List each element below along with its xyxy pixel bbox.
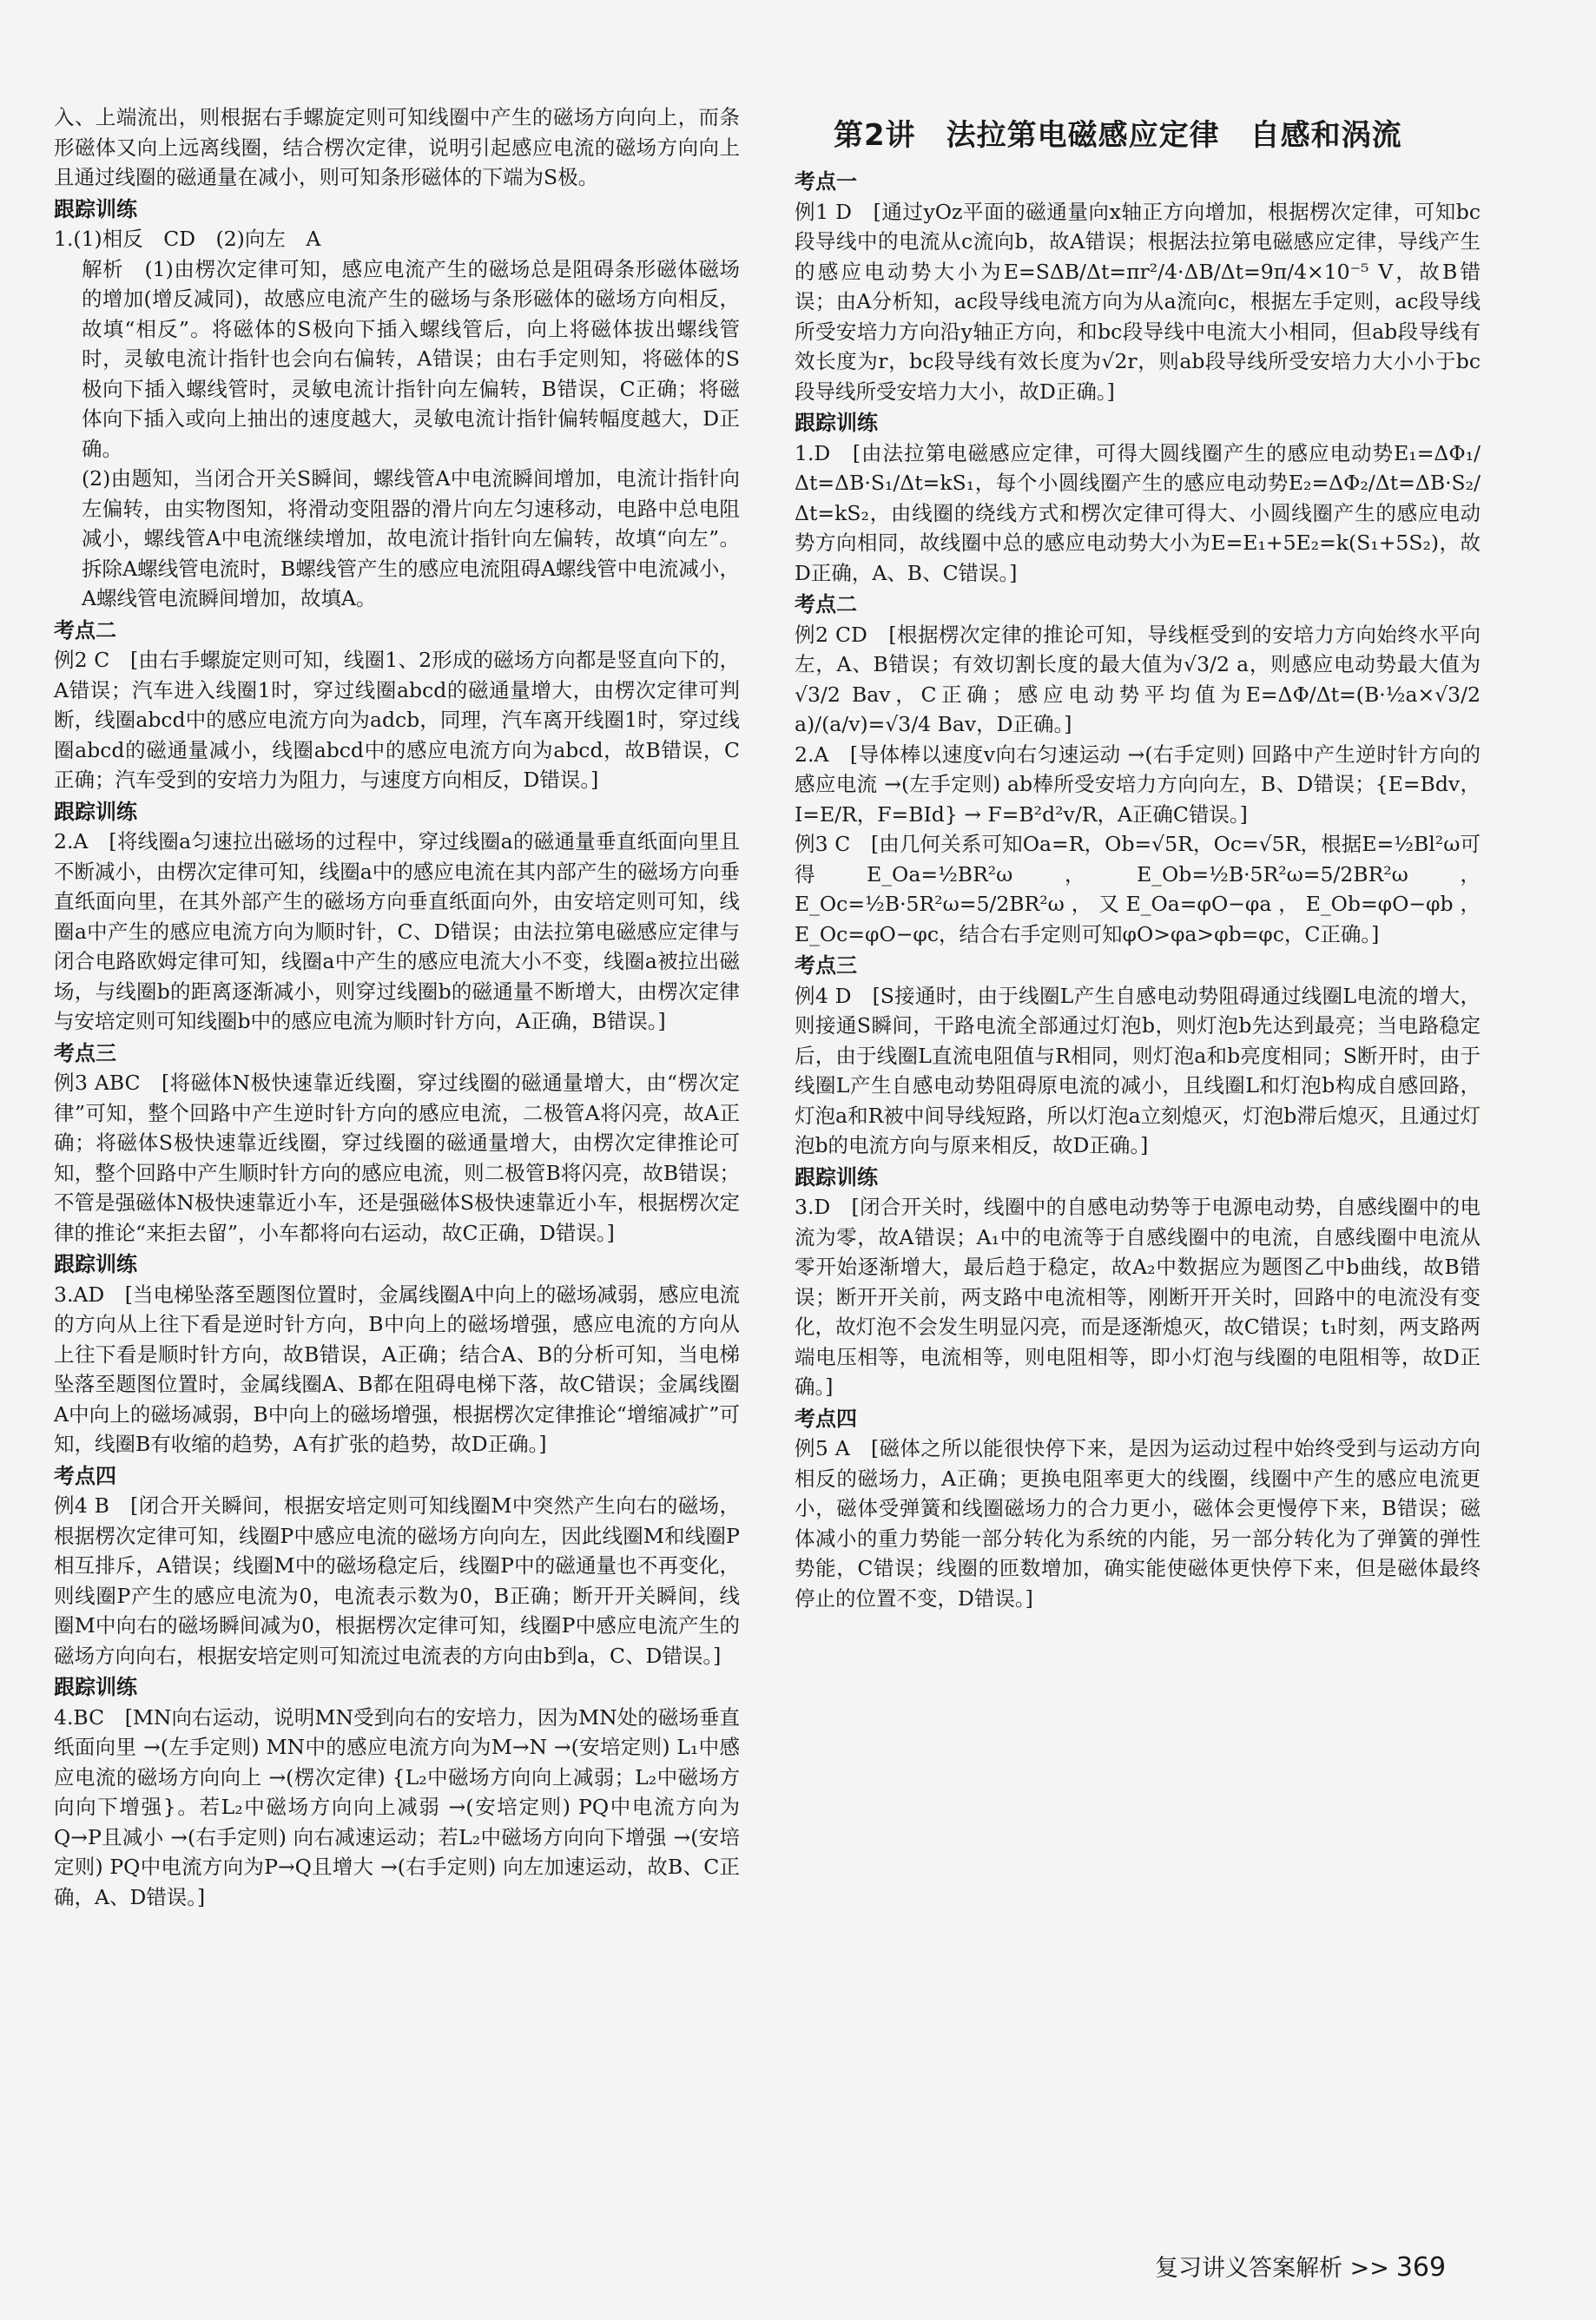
section-heading: 考点二 — [54, 617, 116, 643]
page-number: 369 — [1395, 2252, 1447, 2283]
intro-paragraph: 入、上端流出，则根据右手螺旋定则可知线圈中产生的磁场方向向上，而条形磁体又向上远离线圈，结合楞次定律，说明引起感应电流的磁场方向向上且通过线圈的磁通量在减小，则可知条形磁体的下端为S极。 — [54, 105, 740, 189]
section-heading: 跟踪训练 — [54, 196, 137, 221]
example-4: 例4 B [闭合开关瞬间，根据安培定则可知线圈M中突然产生向右的磁场，根据楞次定律可知，线圈P中感应电流的磁场方向向左，因此线圈M和线圈P相互排斥，A错误；线圈M中的磁场稳定后，线圈P中的磁通量也不再变化，则线圈P产生的感应电流为0，电流表示数为0，B正确；断开开关瞬间，线圈M中向右的磁场瞬间减为0，根据楞次定律可知，线圈P中感应电流产生的磁场方向向右，根据安培定则可知流过电流表的方向由b到a，C、D错误。] — [54, 1493, 740, 1668]
example-5: 例5 A [磁体之所以能很快停下来，是因为运动过程中始终受到与运动方向相反的磁场力，A正确；更换电阻率更大的线圈，线圈中产生的感应电流更小，磁体受弹簧和线圈磁场力的合力更小，磁体会更慢停下来，B错误；磁体减小的重力势能一部分转化为系统的内能，另一部分转化为了弹簧的弹性势能，C错误；线圈的匝数增加，确实能使磁体更快停下来，但是磁体最终停止的位置不变，D错误。] — [795, 1436, 1481, 1611]
section-heading: 跟踪训练 — [54, 1675, 137, 1699]
page-footer — [1155, 2249, 1446, 2283]
section-heading: 考点三 — [795, 953, 857, 978]
right-column — [795, 165, 1481, 1613]
section-heading: 考点三 — [54, 1040, 116, 1065]
example-3: 例3 C [由几何关系可知Oa=R，Ob=√5R，Oc=√5R，根据E=½Bl²ω可得E_Oa=½BR²ω，E_Ob=½B·5R²ω=5/2BR²ω，E_Oc=½B·5R²ω=5/2BR²ω，又E_Oa=φO−φa，E_Ob=φO−φb，E_Oc=φO−φc，结合右手定则可知φO>φa>φb=φc，C正确。] — [795, 832, 1481, 946]
answer-item-3: 3.AD [当电梯坠落至题图位置时，金属线圈A中向上的磁场减弱，感应电流的方向从上往下看是逆时针方向，B中向上的磁场增强，感应电流的方向从上往下看是顺时针方向，故B错误，A正确；结合A、B的分析可知，当电梯坠落至题图位置时，金属线圈A、B都在阻碍电梯下落，故C错误；金属线圈A中向上的磁场减弱，B中向上的磁场增强，根据楞次定律推论“增缩减扩”可知，线圈B有收缩的趋势，A有扩张的趋势，故D正确。] — [54, 1282, 740, 1456]
section-heading: 考点四 — [795, 1406, 857, 1431]
section-heading: 考点四 — [54, 1463, 116, 1488]
section-heading: 考点一 — [795, 169, 857, 194]
section-heading: 跟踪训练 — [54, 799, 137, 824]
answer-item-4: 4.BC [MN向右运动，说明MN受到向右的安培力，因为MN处的磁场垂直纸面向里 →(左手定则) MN中的感应电流方向为M→N →(安培定则) L₁中感应电流的磁场方向向上 →(楞次定律) {L₂中磁场方向向上减弱；L₂中磁场方向向下增强}。若L₂中磁场方向向上减弱 →(安培定则) PQ中电流方向为Q→P且减小 →(右手定则) 向右减速运动；若L₂中磁场方向向下增强 →(安培定则) PQ中电流方向为P→Q且增大 →(右手定则) 向左加速运动，故B、C正确，A、D错误。] — [54, 1704, 740, 1909]
answer-item-2: 2.A [导体棒以速度v向右匀速运动 →(右手定则) 回路中产生逆时针方向的感应电流 →(左手定则) ab棒所受安培力方向向左，B、D错误；{E=Bdv，I=E/R，F=BId} → F=B²d²v/R，A正确C错误。] — [795, 741, 1481, 827]
example-3: 例3 ABC [将磁体N极快速靠近线圈，穿过线圈的磁通量增大，由“楞次定律”可知，整个回路中产生逆时针方向的感应电流，二极管A将闪亮，故A正确；将磁体S极快速靠近线圈，穿过线圈的磁通量增大，由楞次定律推论可知，整个回路中产生顺时针方向的感应电流，则二极管B将闪亮，故B错误；不管是强磁体N极快速靠近小车，还是强磁体S极快速靠近小车，根据楞次定律的推论“来拒去留”，小车都将向右运动，故C正确，D错误。] — [54, 1071, 740, 1245]
example-1: 例1 D [通过yOz平面的磁通量向x轴正方向增加，根据楞次定律，可知bc段导线中的电流从c流向b，故A错误；根据法拉第电磁感应定律，导线产生的感应电动势大小为E=SΔB/Δt=πr²/4·ΔB/Δt=9π/4×10⁻⁵ V，故B错误；由A分析知，ac段导线电流方向为从a流向c，根据左手定则，ac段导线所受安培力方向沿y轴正方向，和bc段导线中电流大小相同，但ab段导线有效长度为r，bc段导线有效长度为√2r，则ab段导线所受安培力大小小于bc段导线所受安培力大小，故D正确。] — [795, 199, 1481, 404]
example-2: 例2 CD [根据楞次定律的推论可知，导线框受到的安培力方向始终水平向左，A、B错误；有效切割长度的最大值为√3/2 a，则感应电动势最大值为√3/2 Bav，C正确；感应电动势平均值为E=ΔΦ/Δt=(B·½a×√3/2 a)/(a/v)=√3/4 Bav，D正确。] — [795, 622, 1481, 736]
answer-item-3: 3.D [闭合开关时，线圈中的自感电动势等于电源电动势，自感线圈中的电流为零，故A错误；A₁中的电流等于自感线圈中的电流，自感线圈中电流从零开始逐渐增大，最后趋于稳定，故A₂中数据应为题图乙中b曲线，故B错误；断开开关前，两支路中电流相等，刚断开开关时，回路中的电流没有变化，故灯泡不会发生明显闪亮，而是逐渐熄灭，故C错误；t₁时刻，两支路两端电压相等，电流相等，则电阻相等，即小灯泡与线圈的电阻相等，故D正确。] — [795, 1195, 1481, 1399]
section-heading: 跟踪训练 — [795, 411, 878, 435]
left-column — [54, 102, 740, 1912]
answer-item-2: 2.A [将线圈a匀速拉出磁场的过程中，穿过线圈a的磁通量垂直纸面向里且不断减小，由楞次定律可知，线圈a中的感应电流在其内部产生的磁场方向垂直纸面向里，在其外部产生的磁场方向垂直纸面向外，由安培定则可知，线圈a中产生的感应电流方向为顺时针，C、D错误；由法拉第电磁感应定律与闭合电路欧姆定律可知，线圈a中产生的感应电流大小不变，线圈a被拉出磁场，与线圈b的距离逐渐减小，则穿过线圈b的磁通量不断增大，由楞次定律与安培定则可知线圈b中的感应电流为顺时针方向，A正确，B错误。] — [54, 829, 740, 1033]
answer-item-1-part1: 解析 (1)由楞次定律可知，感应电流产生的磁场总是阻碍条形磁体磁场的增加(增反减同)，故感应电流产生的磁场与条形磁体的磁场方向相反，故填“相反”。将磁体的S极向下插入螺线管后，向上将磁体拔出螺线管时，灵敏电流计指针也会向右偏转，A错误；由右手定则知，将磁体的S极向下插入螺线管时，灵敏电流计指针向左偏转，B错误，C正确；将磁体向下插入或向上抽出的速度越大，灵敏电流计指针偏转幅度越大，D正确。 — [82, 256, 740, 461]
example-4: 例4 D [S接通时，由于线圈L产生自感电动势阻碍通过线圈L电流的增大，则接通S瞬间，干路电流全部通过灯泡b，则灯泡b先达到最亮；当电路稳定后，由于线圈L直流电阻值与R相同，则灯泡a和b亮度相同；S断开时，由于线圈L产生自感电动势阻碍原电流的减小，且线圈L和灯泡b构成自感回路，灯泡a和R被中间导线短路，所以灯泡a立刻熄灭，灯泡b滞后熄灭，且通过灯泡b的电流方向与原来相反，故D正确。] — [795, 983, 1481, 1157]
example-2: 例2 C [由右手螺旋定则可知，线圈1、2形成的磁场方向都是竖直向下的，A错误；汽车进入线圈1时，穿过线圈abcd的磁通量增大，由楞次定律可判断，线圈abcd中的感应电流方向为adcb，同理，汽车离开线圈1时，穿过线圈abcd的磁通量减小，线圈abcd中的感应电流方向为abcd，故B错误，C正确；汽车受到的安培力为阻力，与速度方向相反，D错误。] — [54, 648, 740, 792]
answer-item-1-head: 1.(1)相反 CD (2)向左 A — [54, 227, 321, 251]
answer-item-1: 1.D [由法拉第电磁感应定律，可得大圆线圈产生的感应电动势E₁=ΔΦ₁/Δt=ΔB·S₁/Δt=kS₁，每个小圆线圈产生的感应电动势E₂=ΔΦ₂/Δt=ΔB·S₂/Δt=kS₂，由线圈的绕线方式和楞次定律可得大、小圆线圈产生的感应电动势方向相同，故线圈中总的感应电动势大小为E=E₁+5E₂=k(S₁+5S₂)，故D正确，A、B、C错误。] — [795, 440, 1481, 585]
section-heading: 跟踪训练 — [795, 1164, 878, 1190]
answer-item-1-part2: (2)由题知，当闭合开关S瞬间，螺线管A中电流瞬间增加，电流计指针向左偏转，由实物图知，将滑动变阻器的滑片向左匀速移动，电路中总电阻减小，螺线管A中电流继续增加，故电流计指针向左偏转，故填“向左”。拆除A螺线管电流时，B螺线管产生的感应电流阻碍A螺线管中电流减小，A螺线管电流瞬间增加，故填A。 — [82, 466, 740, 610]
footer-label: 复习讲义答案解析 >> — [1155, 2255, 1389, 2282]
section-heading: 考点二 — [795, 592, 857, 616]
section-heading: 跟踪训练 — [54, 1252, 137, 1276]
chapter-title: 第2讲 法拉第电磁感应定律 自感和涡流 — [834, 118, 1402, 153]
